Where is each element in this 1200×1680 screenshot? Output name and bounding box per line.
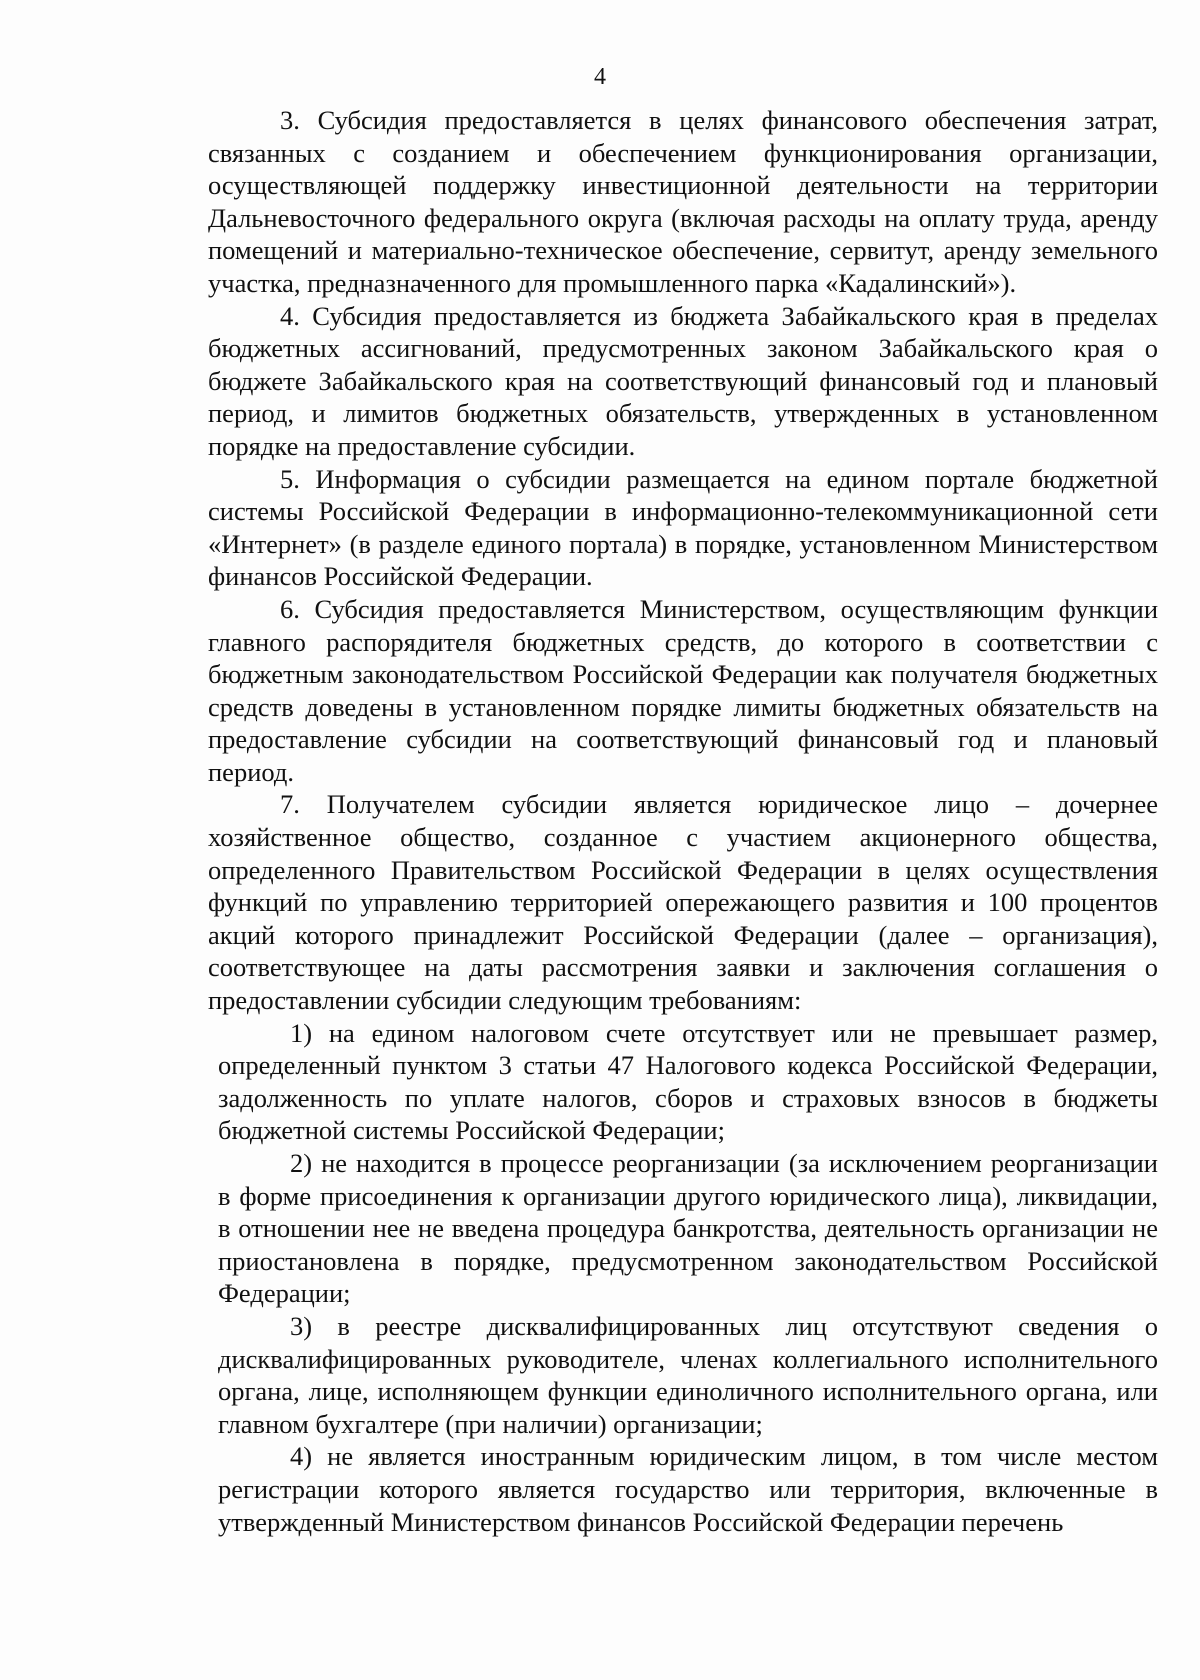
paragraph-7-subsidy-recipient: 7. Получателем субсидии является юридическое лицо – дочернее хозяйственное общество, созданное с участием акционерного общества, определенного Правительством Российской Федерации в целях осуществления функций по управлению территорией опережающего развития и 100 процентов акций которого принадлежит Российской Федерации (далее – организация), соответствующее на даты рассмотрения заявки и заключения соглашения о предоставлении субсидии следующим требованиям: xyxy=(208,789,1158,1016)
requirement-3-disqualified-persons: 3) в реестре дисквалифицированных лиц отсутствуют сведения о дисквалифицированных руководителе, членах коллегиального исполнительного органа, лице, исполняющем функции единоличного исполнительного органа, или главном бухгалтере (при наличии) организации; xyxy=(218,1310,1158,1439)
paragraph-3-subsidy-purpose: 3. Субсидия предоставляется в целях финансового обеспечения затрат, связанных с созданием и обеспечением функционирования организации, осуществляющей поддержку инвестиционной деятельности на территории Дальневосточного федерального округа (включая расходы на оплату труда, аренду помещений и материально-техническое обеспечение, сервитут, аренду земельного участка, предназначенного для промышленного парка «Кадалинский»). xyxy=(208,105,1158,298)
requirement-4-foreign-entity: 4) не является иностранным юридическим лицом, в том числе местом регистрации которого является государство или территория, включенные в утвержденный Министерством финансов Российской Федерации перечень xyxy=(218,1441,1158,1537)
requirement-2-reorganization: 2) не находится в процессе реорганизации (за исключением реорганизации в форме присоединения к организации другого юридического лица), ликвидации, в отношении нее не введена процедура банкротства, деятельность организации не приостановлена в порядке, предусмотренном законодательством Российской Федерации; xyxy=(218,1148,1158,1309)
paragraph-5-subsidy-information: 5. Информация о субсидии размещается на едином портале бюджетной системы Российской Федерации в информационно-телекоммуникационной сети «Интернет» (в разделе единого портала) в порядке, установленном Министерством финансов Российской Федерации. xyxy=(208,463,1158,592)
page-number: 4 xyxy=(594,64,606,90)
document-body xyxy=(208,104,1158,1538)
paragraph-4-subsidy-source: 4. Субсидия предоставляется из бюджета Забайкальского края в пределах бюджетных ассигнований, предусмотренных законом Забайкальского края о бюджете Забайкальского края на соответствующий финансовый год и плановый период, и лимитов бюджетных обязательств, утвержденных в установленном порядке на предоставление субсидии. xyxy=(208,300,1158,461)
paragraph-6-subsidy-provider: 6. Субсидия предоставляется Министерством, осуществляющим функции главного распорядителя бюджетных средств, до которого в соответствии с бюджетным законодательством Российской Федерации как получателя бюджетных средств доведены в установленном порядке лимиты бюджетных обязательств на предоставление субсидии на соответствующий финансовый год и плановый период. xyxy=(208,593,1158,787)
requirement-1-tax-debt: 1) на едином налоговом счете отсутствует или не превышает размер, определенный пунктом 3 статьи 47 Налогового кодекса Российской Федерации, задолженность по уплате налогов, сборов и страховых взносов в бюджеты бюджетной системы Российской Федерации; xyxy=(218,1017,1158,1146)
